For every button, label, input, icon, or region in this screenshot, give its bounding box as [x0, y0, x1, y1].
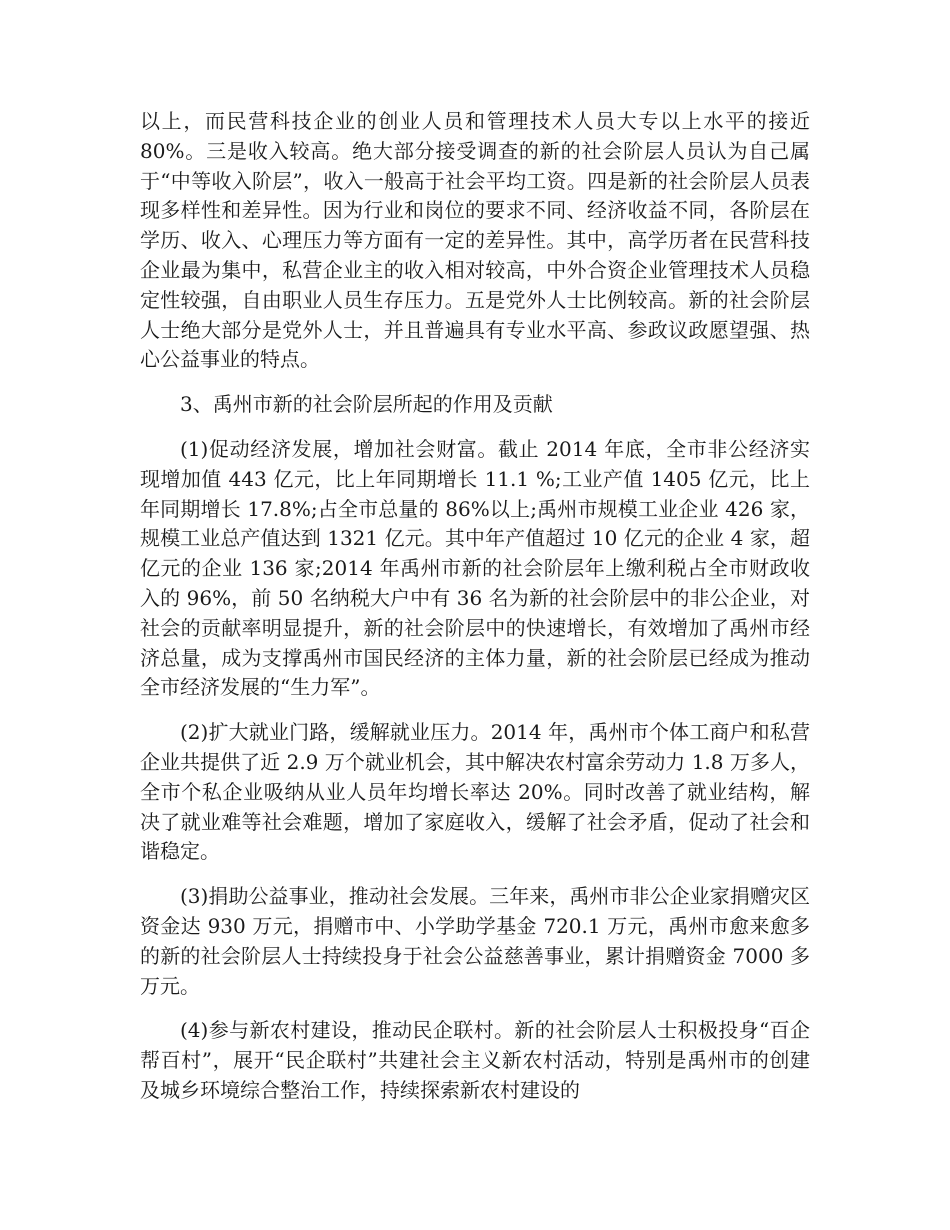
paragraph-rural: (4)参与新农村建设，推动民企联村。新的社会阶层人士积极投身“百企帮百村”，展开“民企联村”共建社会主义新农村活动，特别是禹州市的创建及城乡环境综合整治工作，持续探索新农村建设的	[140, 1018, 810, 1102]
paragraph-employment: (2)扩大就业门路，缓解就业压力。2014 年，禹州市个体工商户和私营企业共提供了近 2.9 万个就业机会，其中解决农村富余劳动力 1.8 万多人，全市个私企业吸纳从业人员年均增长率达 20%。同时改善了就业结构，解决了就业难等社会难题，增加了家庭收入，缓解了社会矛盾，促动了社会和谐稳定。	[140, 720, 810, 864]
paragraph-charity: (3)捐助公益事业，推动社会发展。三年来，禹州市非公企业家捐赠灾区资金达 930 万元，捐赠市中、小学助学基金 720.1 万元，禹州市愈来愈多的新的社会阶层人士持续投身于社会公益慈善事业，累计捐赠资金 7000 多万元。	[140, 884, 810, 998]
section-heading: 3、禹州市新的社会阶层所起的作用及贡献	[180, 392, 553, 417]
paragraph-continuation: 以上，而民营科技企业的创业人员和管理技术人员大专以上水平的接近 80%。三是收入较高。绝大部分接受调查的新的社会阶层人员认为自己属于“中等收入阶层”，收入一般高于社会平均工资。四是新的社会阶层人员表现多样性和差异性。因为行业和岗位的要求不同、经济收益不同，各阶层在学历、收入、心理压力等方面有一定的差异性。其中，高学历者在民营科技企业最为集中，私营企业主的收入相对较高，中外合资企业管理技术人员稳定性较强，自由职业人员生存压力。五是党外人士比例较高。新的社会阶层人士绝大部分是党外人士，并且普遍具有专业水平高、参政议政愿望强、热心公益事业的特点。	[140, 109, 810, 372]
document-body	[140, 107, 810, 1121]
paragraph-economy: (1)促动经济发展，增加社会财富。截止 2014 年底，全市非公经济实现增加值 443 亿元，比上年同期增长 11.1 %;工业产值 1405 亿元，比上年同期增长 17.8%;占全市总量的 86%以上;禹州市规模工业企业 426 家，规模工业总产值达到 1321 亿元。其中年产值超过 10 亿元的企业 4 家，超亿元的企业 136 家;2014 年禹州市新的社会阶层年上缴利税占全市财政收入的 96%，前 50 名纳税大户中有 36 名为新的社会阶层中的非公企业，对社会的贡献率明显提升，新的社会阶层中的快速增长，有效增加了禹州市经济总量，成为支撑禹州市国民经济的主体力量，新的社会阶层已经成为推动全市经济发展的“生力军”。	[140, 436, 810, 700]
